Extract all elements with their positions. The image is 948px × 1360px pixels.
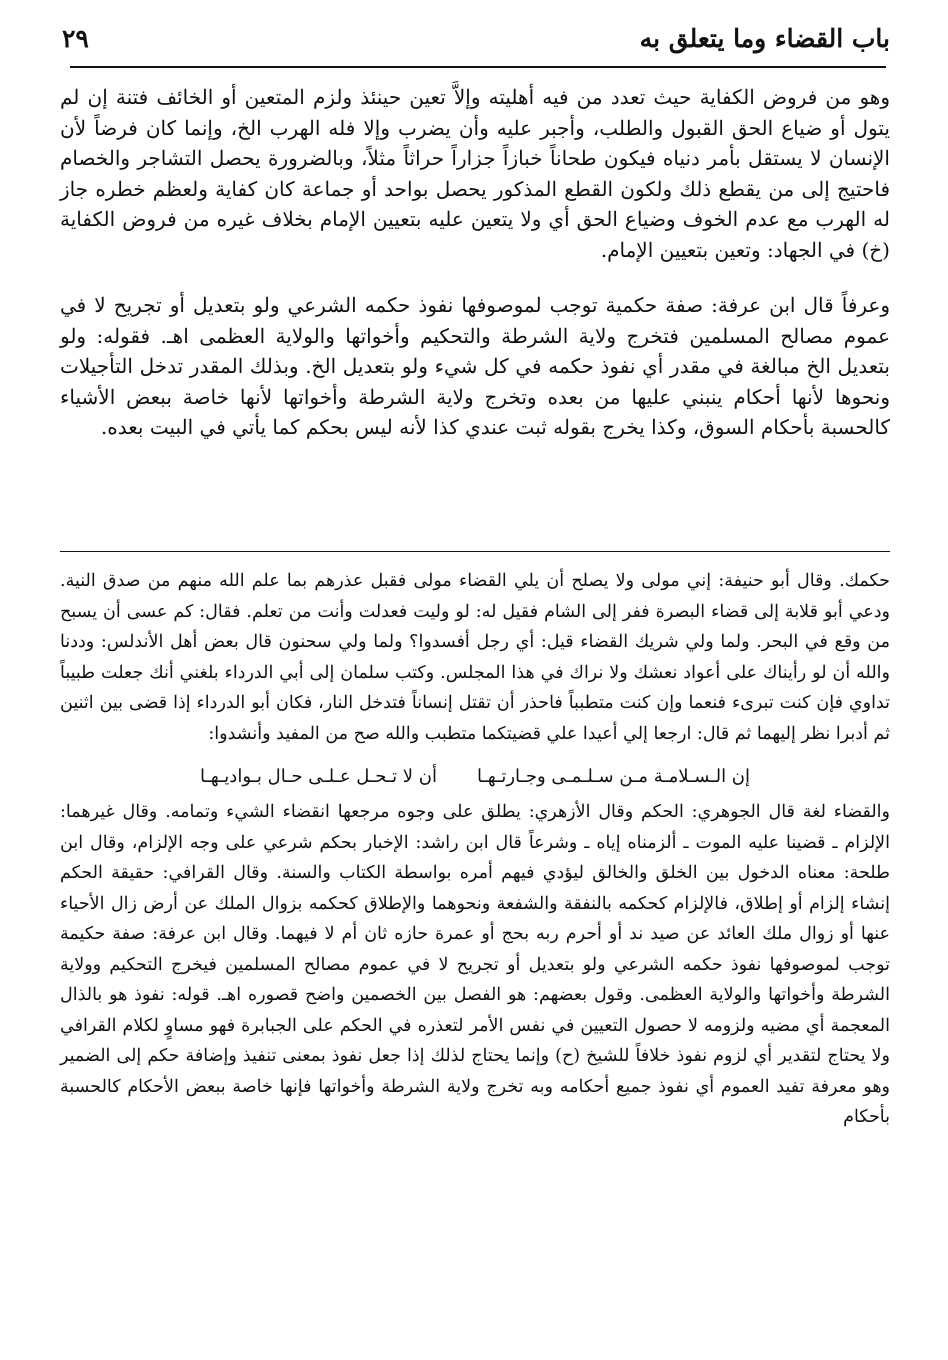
main-paragraph: وهو من فروض الكفاية حيث تعدد من فيه أهليته وإلاَّ تعين حينئذ ولزم المتعين أو الخائف فتنة إن لم يتول أو ضياع الحق القبول والطلب، وأجبر عليه وأن يضرب وإلا فله الهرب الخ، وإنما كان فرضاً لأن الإنسان لا يستقل بأمر دنياه فيكون طحاناً خبازاً جزاراً حراثاً مثلاً، وبالضرورة يحصل التشاجر والخصام فاحتيج إلى من يقطع ذلك ولكون القطع المذكور يحصل بواحد أو جماعة كان كفاية ولعظم خطره جاز له الهرب مع عدم الخوف وضياع الحق أي ولا يتعين عليه بتعيين الإمام بخلاف غيره من فروض الكفاية (خ) في الجهاد: وتعين بتعيين الإمام. <box>60 85 890 262</box>
poetry-verse <box>60 763 890 791</box>
page-number: ٢٩ <box>62 24 89 53</box>
footnote-paragraph: والقضاء لغة قال الجوهري: الحكم وقال الأزهري: يطلق على وجوه مرجعها انقضاء الشيء وتمامه. وقال غيرهما: الإلزام ـ قضينا عليه الموت ـ ألزمناه إياه ـ وشرعاً قال ابن راشد: الإخبار بحكم شرعي على وجه الإلزام، وقال ابن طلحة: معناه الدخول بين الخلق والخالق ليؤدي فيهم أمره بواسطة الكتاب والسنة. وقال القرافي: حقيقة الحكم إنشاء إلزام أو إطلاق، فالإلزام كحكمه بالنفقة والشفعة ونحوهما والإطلاق كحكمه بزوال الملك عن أرض زال الأحياء عنها أو زوال ملك العائد عن صيد ند أو أحرم ربه بحج أو عمرة حازه ثان أم لا فيهما. وقال ابن عرفة: صفة حكيمة توجب لموصوفها نفوذ حكمه الشرعي ولو بتعديل أو تجريح لا في عموم مصالح المسلمين فيخرج التحكيم وولاية الشرطة وأخواتها والولاية العظمى. وقول بعضهم: هو الفصل بين الخصمين واضح قصوره اهـ. قوله: نفوذ هو بالذال المعجمة أي مضيه ولزومه لا حصول التعيين في نفس الأمر لتعذره في الحكم على الجبابرة فهو مساوٍ لكلام القرافي ولا يحتاج لتقدير أي لزوم نفوذ خلافاً للشيخ (ح) وإنما يحتاج لذلك إذا جعل نفوذ بمعنى تنفيذ وإضافة حكم إلى الضمير وهو معرفة تفيد العموم أي نفوذ جميع أحكامه وبه تخرج ولاية الشرطة وأخواتها فإنها خاصة ببعض الأحكام كالحسبة بأحكام <box>60 802 890 1127</box>
verse-hemistich-second: أن لا تـحـل عـلـى حـال بـواديـهـا <box>199 766 438 787</box>
running-title: باب القضاء وما يتعلق به <box>639 24 890 53</box>
footnote-paragraph: حكمك. وقال أبو حنيفة: إني مولى ولا يصلح أن يلي القضاء مولى فقبل عذرهم بما علم الله منهم من صدق النية. ودعي أبو قلابة إلى قضاء البصرة ففر إلى الشام فقيل له: لو وليت فعدلت وأنت من تعلم. فقال: كم عسى أن يسبح من وقع في البحر. ولما ولي شريك القضاء قيل: أي رجل أفسدوا؟ ولما ولي سحنون قال بعض أهل الأندلس: وددنا والله أن لو رأيناك على أعواد نعشك ولا نراك في هذا المجلس. وكتب سلمان إلى أبي الدرداء بلغني أنك جعلت طبيباً تداوي فإن كنت تبرىء فنعما وإن كنت متطبباً فاحذر أن تقتل إنساناً فتدخل النار، فكان أبو الدرداء إذا قضى بين اثنين ثم أدبرا نظر إليهما ثم قال: ارجعا إلي أعيدا علي قضيتكما متطبب والله صح من المفيد وأنشدوا: <box>60 571 890 744</box>
footnote-separator <box>60 551 890 552</box>
header-rule <box>70 66 886 68</box>
verse-hemistich-first: إن الـسـلامـة مـن سـلـمـى وجـارتـهـا <box>477 766 751 787</box>
page-header <box>58 22 890 62</box>
main-text <box>60 82 890 443</box>
main-paragraph: وعرفاً قال ابن عرفة: صفة حكمية توجب لموصوفها نفوذ حكمه الشرعي ولو بتعديل أو تجريح لا في عموم مصالح المسلمين فتخرج ولاية الشرطة والتحكيم وأخواتها والولاية العظمى اهـ. فقوله: ولو بتعديل الخ مبالغة في مقدر أي نفوذ حكمه في كل شيء ولو بتعديل الخ. وبذلك المقدر تدخل التأجيلات ونحوها لأنها أحكام ينبني عليها من بعده وتخرج ولاية الشرطة وأخواتها لأنها خاصة ببعض الأشياء كالحسبة بأحكام السوق، وكذا يخرج بقوله ثبت عندي كذا لأنه ليس بحكم كما يأتي في البيت بعده. <box>60 293 891 439</box>
footnotes <box>60 566 890 1133</box>
